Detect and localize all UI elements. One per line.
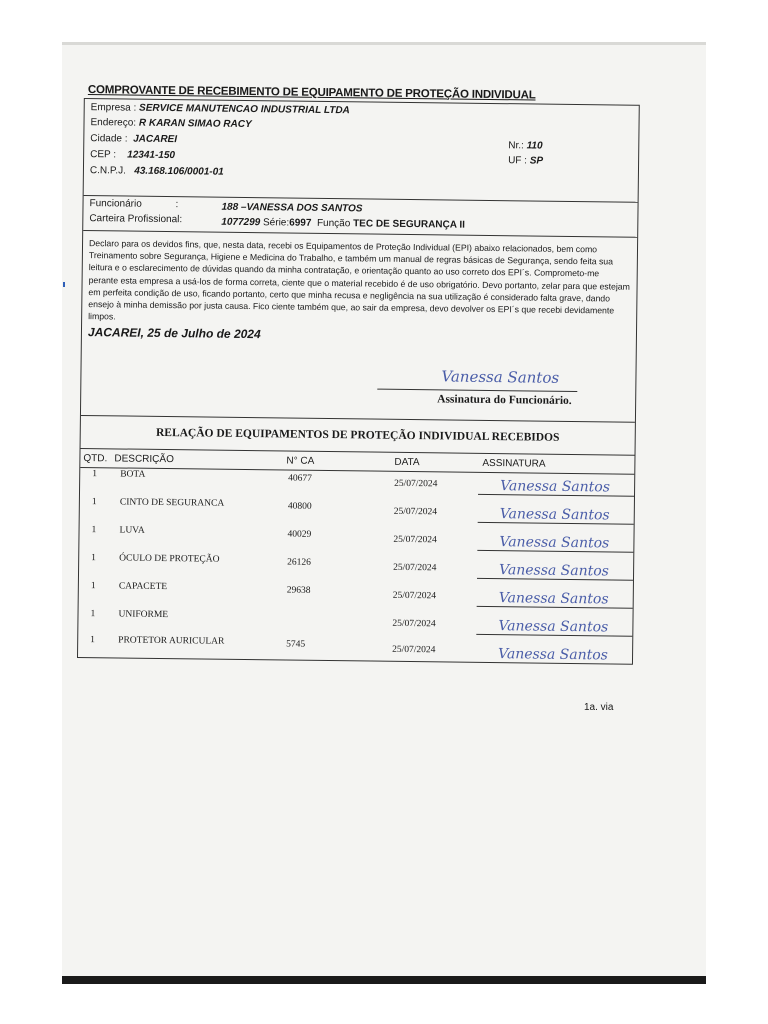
header-ca: N° CA bbox=[286, 455, 315, 467]
signature-label: Assinatura do Funcionário. bbox=[437, 393, 572, 407]
header-qtd: QTD. bbox=[83, 453, 108, 465]
row-qtd: 1 bbox=[91, 497, 97, 508]
cep-row bbox=[90, 149, 175, 161]
row-data: 25/07/2024 bbox=[394, 478, 438, 490]
row-qtd: 1 bbox=[92, 469, 98, 480]
uf-value: SP bbox=[529, 155, 544, 167]
signature-rule bbox=[478, 522, 634, 525]
funcao-label: Função bbox=[316, 217, 351, 230]
row-data: 25/07/2024 bbox=[393, 562, 437, 574]
row-signature: Vanessa Santos bbox=[499, 534, 610, 552]
row-qtd: 1 bbox=[90, 635, 96, 646]
empresa-row bbox=[91, 102, 350, 116]
row-descricao: PROTETOR AURICULAR bbox=[118, 635, 225, 647]
carteira-value: 1077299 bbox=[221, 216, 261, 229]
cnpj-value: 43.168.106/0001-01 bbox=[134, 165, 224, 178]
row-signature: Vanessa Santos bbox=[499, 506, 610, 524]
carteira-label: Carteira Profissional: bbox=[89, 213, 183, 226]
cep-value: 12341-150 bbox=[127, 149, 176, 162]
scan-edge-bottom bbox=[62, 976, 706, 984]
header-assinatura: ASSINATURA bbox=[482, 457, 546, 470]
carteira-row bbox=[221, 217, 465, 231]
copy-label: 1a. via bbox=[584, 702, 614, 713]
row-signature: Vanessa Santos bbox=[498, 590, 609, 608]
employee-signature: Vanessa Santos bbox=[441, 367, 560, 387]
endereco-value: R KARAN SIMAO RACY bbox=[138, 117, 252, 131]
row-descricao: UNIFORME bbox=[118, 609, 169, 621]
funcionario-value: 188 –VANESSA DOS SANTOS bbox=[221, 201, 363, 215]
funcionario-label: Funcionário bbox=[89, 198, 142, 210]
uf-row bbox=[508, 155, 543, 166]
uf-label: UF : bbox=[508, 155, 528, 167]
equipment-table bbox=[78, 448, 635, 664]
row-descricao: CAPACETE bbox=[118, 581, 168, 593]
row-signature: Vanessa Santos bbox=[500, 478, 611, 496]
nr-label: Nr.: bbox=[508, 140, 524, 152]
cnpj-row bbox=[90, 165, 224, 178]
declaration-text: Declaro para os devidos fins, que, nesta data, recebi os Equipamentos de Proteção Individual (EPI) abaixo relacionados, bem como Treinamento sobre Segurança, Higiene e Medicina do Trabalho, e também um manual de regras básicas de Segurança, sendo feita sua leitura e o esclarecimento de dúvidas quando da minha contratação, e orientação quanto ao uso correto dos EPI´s. Comprometo-me perante esta empresa a usá-los de forma correta, ciente que o material recebido é de uso obrigatório. Devo portanto, zelar para que estejam em perfeita condição de uso, ficando portanto, certo que minha recusa e negligência na sua utilização é considerado falta grave, dando ensejo à minha demissão por justa causa. Fico ciente também que, ao sair da empresa, devo devolver os EPI´s que recebi devidamente limpos. bbox=[88, 238, 630, 322]
endereco-row bbox=[90, 117, 251, 130]
row-ca: 40800 bbox=[287, 501, 312, 512]
row-ca: 29638 bbox=[286, 585, 311, 596]
signature-line bbox=[377, 389, 577, 392]
signature-rule bbox=[478, 494, 634, 497]
row-ca: 5745 bbox=[286, 639, 306, 650]
equipment-list-title: RELAÇÃO DE EQUIPAMENTOS DE PROTEÇÃO INDIVIDUAL RECEBIDOS bbox=[81, 415, 635, 455]
declaration-section bbox=[81, 231, 637, 422]
row-data: 25/07/2024 bbox=[393, 506, 438, 518]
row-descricao: CINTO DE SEGURANCA bbox=[119, 497, 225, 509]
row-ca: 40029 bbox=[287, 529, 312, 540]
cnpj-label: C.N.P.J. bbox=[89, 165, 126, 177]
row-descricao: BOTA bbox=[120, 469, 146, 480]
row-descricao: ÓCULO DE PROTEÇÃO bbox=[119, 553, 220, 565]
empresa-value: SERVICE MANUTENCAO INDUSTRIAL LTDA bbox=[139, 102, 350, 117]
row-qtd: 1 bbox=[90, 609, 96, 620]
nr-value: 110 bbox=[526, 140, 543, 152]
serie-label: Série: bbox=[262, 217, 290, 229]
row-data: 25/07/2024 bbox=[392, 590, 437, 602]
funcao-value: TEC DE SEGURANÇA II bbox=[353, 218, 466, 231]
scan-mark bbox=[63, 282, 65, 287]
row-signature: Vanessa Santos bbox=[498, 562, 610, 580]
cep-label: CEP : bbox=[90, 149, 117, 161]
row-qtd: 1 bbox=[91, 525, 97, 536]
serie-value: 6997 bbox=[289, 217, 312, 229]
document-title: COMPROVANTE DE RECEBIMENTO DE EQUIPAMENTO DE PROTEÇÃO INDIVIDUAL bbox=[87, 84, 536, 102]
signature-rule bbox=[477, 578, 633, 581]
row-qtd: 1 bbox=[90, 581, 96, 592]
row-signature: Vanessa Santos bbox=[497, 646, 608, 664]
nr-row bbox=[508, 140, 542, 151]
row-descricao: LUVA bbox=[119, 525, 145, 536]
signature-rule bbox=[477, 550, 633, 553]
row-signature: Vanessa Santos bbox=[498, 618, 609, 636]
company-section bbox=[84, 99, 639, 203]
row-qtd: 1 bbox=[91, 553, 97, 564]
header-data: DATA bbox=[394, 456, 420, 469]
endereco-label: Endereço: bbox=[90, 117, 137, 129]
receipt-document bbox=[77, 84, 640, 665]
row-ca: 26126 bbox=[287, 557, 311, 568]
cidade-value: JACAREI bbox=[133, 133, 178, 146]
row-data: 25/07/2024 bbox=[392, 644, 436, 656]
scan-edge-top bbox=[62, 42, 706, 45]
signature-rule bbox=[476, 634, 632, 637]
declaration-date: JACAREI, 25 de Julho de 2024 bbox=[87, 325, 261, 342]
row-ca: 40677 bbox=[288, 473, 313, 484]
cidade-label: Cidade : bbox=[90, 133, 128, 145]
empresa-label: Empresa : bbox=[90, 102, 137, 114]
signature-rule bbox=[477, 606, 633, 609]
cidade-row bbox=[90, 133, 177, 145]
row-data: 25/07/2024 bbox=[392, 618, 436, 630]
row-data: 25/07/2024 bbox=[393, 534, 437, 546]
document-box bbox=[77, 98, 640, 665]
header-descricao: DESCRIÇÃO bbox=[114, 453, 174, 466]
funcionario-colon: : bbox=[175, 199, 179, 211]
